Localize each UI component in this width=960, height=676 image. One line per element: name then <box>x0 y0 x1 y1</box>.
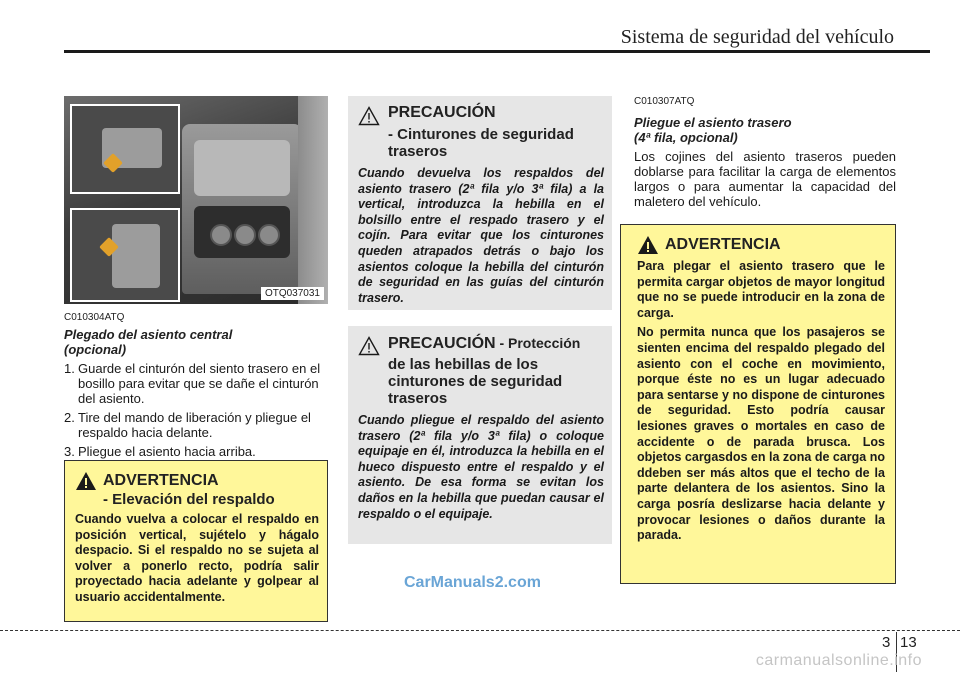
caution-header <box>358 104 604 126</box>
caution-box-seatbelts <box>348 96 612 310</box>
caution-triangle-icon <box>358 336 380 356</box>
section-subheading: Pliegue el asiento trasero (4ª fila, opcional) <box>634 115 792 145</box>
page-header-title: Sistema de seguridad del vehículo <box>620 26 894 48</box>
page-number: 13 <box>900 634 917 651</box>
seat-photo <box>64 96 328 304</box>
step-text: Tire del mando de liberación y pliegue el respaldo hacia delante. <box>78 410 311 440</box>
watermark-link[interactable]: CarManuals2.com <box>404 574 541 591</box>
chapter-number: 3 <box>882 634 891 651</box>
warning-header <box>75 471 319 491</box>
caution-subtitle: de las hebillas de los cinturones de seguridad traseros <box>388 356 563 407</box>
caution-triangle-icon <box>358 106 380 126</box>
caution-subtitle: - Cinturones de seguridad traseros <box>388 126 574 160</box>
warning-text <box>637 259 885 544</box>
section-subheading: Plegado del asiento central (opcional) <box>64 327 233 357</box>
warning-paragraph: Cuando vuelva a colocar el respaldo en posición vertical, sujételo y hágalo despacio. Si el respaldo no se sujeta al volver a ponerlo recto, podría salir proyectado hacia adelante y golpear al usuario accidentalmente. <box>75 512 319 604</box>
caution-title <box>388 334 580 353</box>
photo-code: OTQ037031 <box>261 287 324 300</box>
caution-text: Cuando devuelva los respaldos del asiento trasero (2ª fila y/o 3ª fila) a la vertical, introduzca la hebilla en el bolsillo entre el respado trasero y el cojín. Para evitar que los cinturones queden atrapados detrás o bajo los asientos coloque la hebilla del cinturón de seguridad en las guías del cinturón trasero. <box>358 166 604 305</box>
caution-box-buckles <box>348 326 612 544</box>
warning-title: ADVERTENCIA <box>103 472 219 489</box>
section-code: C010307ATQ <box>634 96 695 107</box>
photo-console-lid <box>194 140 290 196</box>
warning-subtitle: - Elevación del respaldo <box>103 491 275 508</box>
photo-inset-bottom <box>70 208 180 302</box>
warning-triangle-icon <box>75 471 97 491</box>
steps-list <box>64 361 328 459</box>
section-body: Los cojines del asiento traseros pueden doblarse para facilitar la carga de elementos largos o para aumentar la capacidad del maletero del vehículo. <box>634 149 896 209</box>
step-text: Guarde el cinturón del siento trasero en el bosillo para evitar que se dañe el cinturón del asiento. <box>78 361 321 406</box>
warning-paragraph: Para plegar el asiento trasero que le permita cargar objetos de mayor longitud que no se puede introducir en la zona de carga. <box>637 259 885 320</box>
warning-box-backrest <box>64 460 328 622</box>
inset-seat-piece <box>112 224 160 288</box>
warning-title: ADVERTENCIA <box>665 236 781 253</box>
step-number: 1. <box>64 361 75 376</box>
caution-header <box>358 334 604 356</box>
photo-seat-right <box>298 96 328 304</box>
caution-text: Cuando pliegue el respaldo del asiento trasero (2ª fila y/o 3ª fila) o coloque equipaje en él, introduzca la hebilla en el hueco dispuesto entre el respaldo y el asiento. De esa forma se evitan los daños en la hebilla que puedan causar el respaldo o el equipaje. <box>358 413 604 521</box>
header-rule <box>64 50 930 53</box>
photo-inset-top <box>70 104 180 194</box>
column-left <box>64 96 328 463</box>
footer-rule <box>0 630 960 631</box>
step-text: Pliegue el asiento hacia arriba. <box>78 444 256 459</box>
warning-box-fold-seat <box>620 224 896 584</box>
photo-cup <box>258 224 280 246</box>
photo-cup <box>210 224 232 246</box>
caution-title-suffix: - Protección <box>495 335 581 351</box>
step-number: 2. <box>64 410 75 425</box>
step-number: 3. <box>64 444 75 459</box>
list-item <box>64 410 328 440</box>
caution-title: PRECAUCIÓN <box>388 104 496 121</box>
warning-text <box>75 512 319 606</box>
list-item <box>64 444 328 459</box>
photo-cup <box>234 224 256 246</box>
column-right <box>634 96 896 209</box>
warning-triangle-icon <box>637 235 659 255</box>
caution-title-main: PRECAUCIÓN <box>388 335 496 352</box>
warning-paragraph: No permita nunca que los pasajeros se sienten encima del respaldo plegado del asiento con el coche en movimiento, porque éste no es un lugar adecuado para sentarse y no dispone de cinturones de seguridad. Esto podría causar lesiones graves o mortales en caso de accidente o de parada brusca. Los objetos cargasdos en la zona de carga no ddeben ser más altos que el techo de la parte delantera de los asientos. Sino la carga posría deslizarse hacia delante y provocar lesiones o daños durante la parada. <box>637 325 885 543</box>
warning-header <box>637 235 885 255</box>
section-code: C010304ATQ <box>64 312 125 323</box>
list-item <box>64 361 328 406</box>
footer-watermark: carmanualsonline.info <box>755 652 922 669</box>
